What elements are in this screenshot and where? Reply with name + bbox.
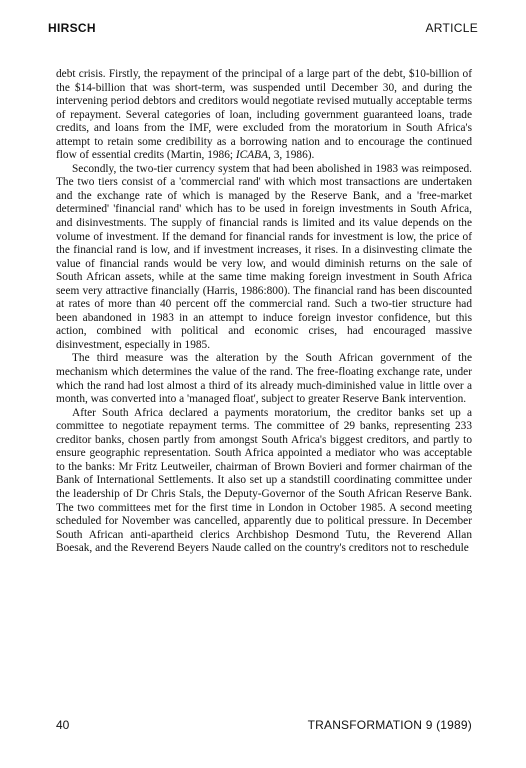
- journal-citation: TRANSFORMATION 9 (1989): [307, 718, 472, 732]
- citation-icaba: ICABA: [235, 149, 269, 162]
- paragraph-2: Secondly, the two-tier currency system that had been abolished in 1983 was reimposed. The two tiers consist of a 'commercial rand' with which most transactions are undertaken and the exchange rate of which is managed by the Reserve Bank, and a 'free-market determined' 'financial rand' which has to be used in foreign investments in South Africa, and disinvestments. The supply of financial rands is limited and its value depends on the volume of investment. If the demand for financial rands for investment is low, the price of the financial rand is low, and if investment increases, it rises. In a disinvesting climate the value of financial rands would be very low, and would diminish returns on the sale of South African assets, while at the same time making foreign investment in South Africa seem very attractive financially (Harris, 1986:800). The financial rand has been discounted at rates of more than 40 percent off the commercial rand. Such a two-tier structure had been abandoned in 1983 in an attempt to induce foreign investor confidence, but this action, combined with political and economic crises, had encouraged massive disinvestment, especially in 1985.: [56, 162, 472, 351]
- page-number: 40: [56, 718, 70, 732]
- paragraph-4: After South Africa declared a payments moratorium, the creditor banks set up a committee to negotiate repayment terms. The committee of 29 banks, representing 233 creditor banks, chosen partly from amongst South Africa's biggest creditors, and partly to ensure geographic representation. South Africa appointed a mediator who was acceptable to the banks: Mr Fritz Leutweiler, chairman of Brown Bovieri and former chairman of the Bank of International Settlements. It also set up a standstill coordinating committee under the leadership of Dr Chris Stals, the Deputy-Governor of the South African Reserve Bank. The two committees met for the first time in London in October 1985. A second meeting scheduled for November was cancelled, apparently due to political pressure. In December South African anti-apartheid clerics Archbishop Desmond Tutu, the Reverend Allan Boesak, and the Reverend Beyers Naude called on the country's creditors not to reschedule: [56, 406, 472, 555]
- page-header: [48, 21, 478, 37]
- paragraph-3: The third measure was the alteration by the South African government of the mechanism which determines the value of the rand. The free-floating exchange rate, under which the rand had lost almost a third of its already much-diminished value in little over a month, was converted into a 'managed float', subject to greater Reserve Bank intervention.: [56, 352, 472, 406]
- running-head-section: ARTICLE: [425, 21, 478, 35]
- paragraph-1: [56, 68, 472, 163]
- page-footer: [56, 718, 472, 734]
- paragraph-1-text: debt crisis. Firstly, the repayment of the principal of a large part of the debt, $10-billion of the $14-billion that was short-term, was suspended until December 30, and during the intervening period debtors and creditors would negotiate revised mutually acceptable terms of repayment. Several categories of loan, including government guaranteed loans, trade credits, and loans from the IMF, were excluded from the moratorium in South Africa's attempt to retain some credibility as a borrowing nation and to encourage the continued flow of essential credits (Martin, 1986;: [56, 68, 472, 162]
- running-head-author: HIRSCH: [48, 21, 96, 35]
- paragraph-1-end: , 3, 1986).: [268, 149, 315, 162]
- article-body: [56, 68, 472, 556]
